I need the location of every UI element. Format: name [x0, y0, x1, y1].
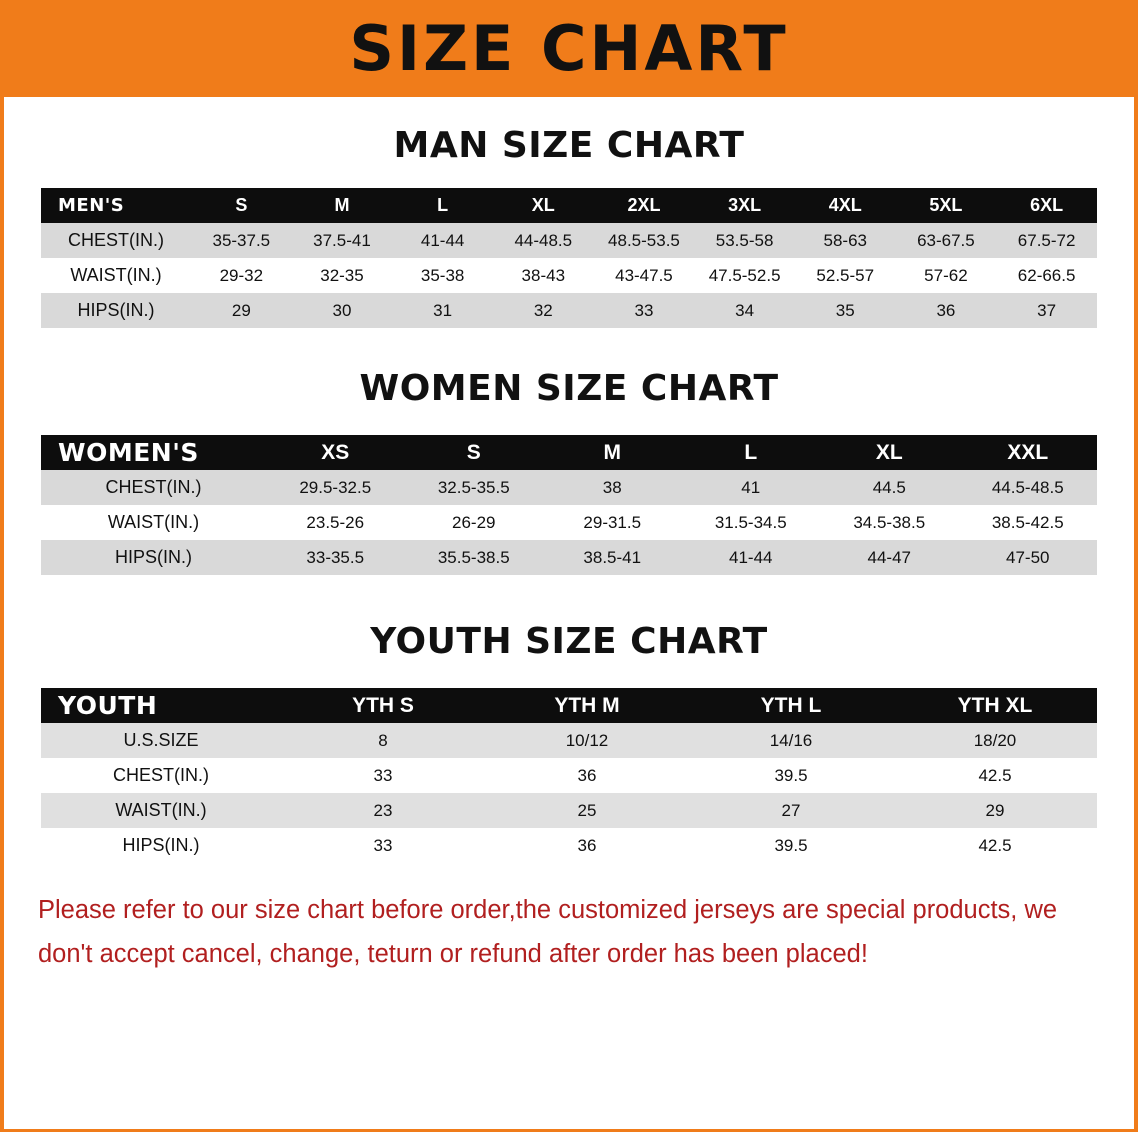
- table-cell: 35: [835, 300, 855, 320]
- man-table-wrapper: [0, 188, 1138, 328]
- youth-size-header: YTH M: [554, 693, 620, 717]
- table-cell: 39.5: [774, 835, 808, 855]
- table-cell: 35-37.5: [212, 230, 271, 250]
- row-label: WAIST(IN.): [70, 265, 162, 285]
- row-label: HIPS(IN.): [114, 547, 192, 567]
- table-row: [41, 793, 1097, 828]
- women-size-header: XL: [875, 440, 903, 464]
- table-cell: 35.5-38.5: [437, 547, 510, 567]
- table-cell: 32.5-35.5: [437, 477, 510, 497]
- table-cell: 33: [373, 765, 393, 785]
- table-cell: 25: [577, 800, 597, 820]
- man-size-header: 4XL: [828, 195, 862, 215]
- man-size-table: [41, 188, 1097, 328]
- man-size-header: L: [437, 195, 449, 215]
- table-cell: 47.5-52.5: [708, 265, 781, 285]
- table-cell: 42.5: [978, 765, 1012, 785]
- table-cell: 43-47.5: [615, 265, 673, 285]
- table-header-row: [41, 188, 1097, 223]
- table-cell: 33: [373, 835, 393, 855]
- table-cell: 37.5-41: [313, 230, 371, 250]
- table-cell: 41-44: [729, 547, 773, 567]
- youth-header-label: YOUTH: [58, 691, 158, 720]
- row-label: HIPS(IN.): [122, 835, 200, 855]
- man-header-label: MEN'S: [58, 195, 125, 216]
- table-cell: 33: [634, 300, 654, 320]
- table-cell: 36: [936, 300, 956, 320]
- table-cell: 38.5-42.5: [991, 512, 1064, 532]
- youth-size-header: YTH L: [760, 693, 822, 717]
- youth-size-header: YTH XL: [957, 693, 1033, 717]
- table-header-row: [41, 688, 1097, 723]
- youth-size-table: [41, 688, 1097, 863]
- table-cell: 44-47: [867, 547, 911, 567]
- table-cell: 14/16: [769, 730, 813, 750]
- table-cell: 35-38: [420, 265, 465, 285]
- youth-section-heading: YOUTH SIZE CHART: [370, 621, 768, 662]
- women-size-header: M: [603, 440, 621, 464]
- row-label: WAIST(IN.): [107, 512, 200, 532]
- table-row: [41, 258, 1097, 293]
- table-cell: 31.5-34.5: [714, 512, 787, 532]
- row-label: HIPS(IN.): [77, 300, 155, 320]
- row-label: U.S.SIZE: [123, 730, 199, 750]
- table-cell: 62-66.5: [1017, 265, 1076, 285]
- women-table-body: [41, 470, 1097, 575]
- table-cell: 44.5-48.5: [991, 477, 1064, 497]
- table-cell: 52.5-57: [816, 265, 875, 285]
- table-cell: 29-32: [219, 265, 264, 285]
- table-cell: 44-48.5: [514, 230, 573, 250]
- women-table-wrapper: [0, 435, 1138, 575]
- table-row: [41, 828, 1097, 863]
- row-label: WAIST(IN.): [115, 800, 207, 820]
- women-size-header: XS: [321, 440, 350, 464]
- table-cell: 29: [985, 800, 1005, 820]
- table-cell: 18/20: [973, 730, 1017, 750]
- table-cell: 8: [378, 730, 388, 750]
- youth-table-wrapper: [0, 688, 1138, 863]
- table-cell: 47-50: [1006, 547, 1050, 567]
- table-cell: 33-35.5: [306, 547, 365, 567]
- man-section-heading: MAN SIZE CHART: [393, 125, 745, 166]
- policy-note: Please refer to our size chart before order,the customized jerseys are special products, we don't accept cancel, change, teturn or refund after order has been placed!: [38, 896, 1058, 968]
- table-row: [41, 758, 1097, 793]
- man-table-head: [41, 188, 1097, 223]
- page-banner: [0, 0, 1138, 97]
- women-size-header: S: [466, 440, 481, 464]
- table-cell: 48.5-53.5: [608, 230, 680, 250]
- table-cell: 32: [533, 300, 553, 320]
- women-header-label: WOMEN'S: [58, 438, 199, 467]
- man-size-header: 5XL: [929, 195, 963, 215]
- left-edge-accent: [0, 0, 4, 1132]
- table-cell: 31: [433, 300, 453, 320]
- table-cell: 38.5-41: [583, 547, 642, 567]
- women-size-header: XXL: [1007, 440, 1049, 464]
- right-edge-accent: [1134, 0, 1138, 1132]
- table-cell: 34.5-38.5: [853, 512, 926, 532]
- table-row: [41, 723, 1097, 758]
- table-cell: 41: [741, 477, 761, 497]
- man-size-header: XL: [531, 195, 555, 215]
- table-cell: 27: [781, 800, 801, 820]
- table-cell: 41-44: [420, 230, 465, 250]
- table-cell: 38-43: [521, 265, 566, 285]
- table-cell: 39.5: [774, 765, 808, 785]
- table-cell: 42.5: [978, 835, 1012, 855]
- table-cell: 63-67.5: [917, 230, 975, 250]
- man-size-header: 2XL: [627, 195, 661, 215]
- man-size-header: 3XL: [728, 195, 762, 215]
- man-table-body: [41, 223, 1097, 328]
- table-row: [41, 470, 1097, 505]
- table-cell: 67.5-72: [1017, 230, 1076, 250]
- table-cell: 57-62: [924, 265, 968, 285]
- women-table-head: [41, 435, 1097, 470]
- women-size-header: L: [744, 440, 758, 464]
- table-cell: 23.5-26: [306, 512, 365, 532]
- youth-table-body: [41, 723, 1097, 863]
- youth-table-head: [41, 688, 1097, 723]
- row-label: CHEST(IN.): [105, 477, 202, 497]
- table-row: [41, 223, 1097, 258]
- row-label: CHEST(IN.): [113, 765, 209, 785]
- table-cell: 36: [577, 765, 597, 785]
- table-cell: 53.5-58: [715, 230, 774, 250]
- row-label: CHEST(IN.): [68, 230, 164, 250]
- man-size-header: M: [334, 195, 350, 215]
- table-cell: 29-31.5: [583, 512, 642, 532]
- table-cell: 30: [332, 300, 352, 320]
- page-title: SIZE CHART: [349, 11, 789, 85]
- table-cell: 37: [1037, 300, 1057, 320]
- table-row: [41, 540, 1097, 575]
- table-cell: 26-29: [452, 512, 496, 532]
- table-cell: 34: [735, 300, 755, 320]
- table-cell: 10/12: [565, 730, 609, 750]
- table-cell: 38: [602, 477, 622, 497]
- man-size-header: S: [235, 195, 248, 215]
- table-cell: 29: [231, 300, 251, 320]
- table-cell: 23: [373, 800, 393, 820]
- table-row: [41, 505, 1097, 540]
- table-cell: 29.5-32.5: [299, 477, 372, 497]
- table-cell: 36: [577, 835, 597, 855]
- table-cell: 44.5: [872, 477, 906, 497]
- women-size-table: [41, 435, 1097, 575]
- table-cell: 58-63: [823, 230, 867, 250]
- table-header-row: [41, 435, 1097, 470]
- table-cell: 32-35: [320, 265, 364, 285]
- table-row: [41, 293, 1097, 328]
- women-section-heading: WOMEN SIZE CHART: [359, 368, 779, 409]
- man-size-header: 6XL: [1030, 195, 1064, 215]
- youth-size-header: YTH S: [352, 693, 414, 717]
